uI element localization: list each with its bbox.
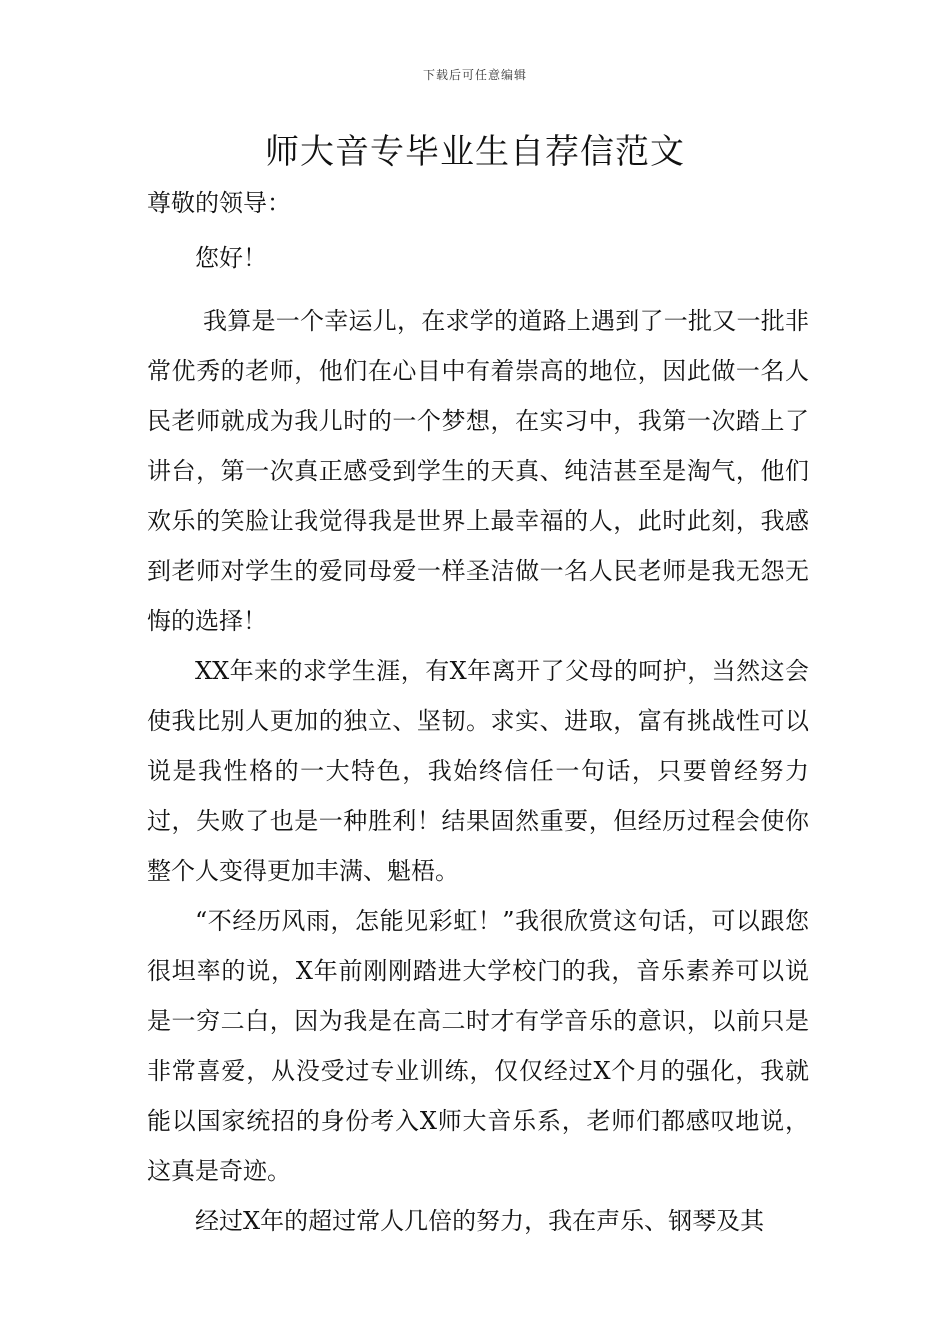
paragraph-1: 我算是一个幸运儿，在求学的道路上遇到了一批又一批非常优秀的老师，他们在心目中有着崇高的地位，因此做一名人民老师就成为我儿时的一个梦想，在实习中，我第一次踏上了讲台，第一次真正感受到学生的天真、纯洁甚至是淘气，他们欢乐的笑脸让我觉得我是世界上最幸福的人，此时此刻，我感到老师对学生的爱同母爱一样圣洁做一名人民老师是我无怨无悔的选择！: [147, 307, 809, 635]
greeting: 您好！: [195, 244, 267, 272]
letter-body: [147, 178, 809, 1246]
paragraph-2: XX年来的求学生涯，有X年离开了父母的呵护，当然这会使我比别人更加的独立、坚韧。求实、进取，富有挑战性可以说是我性格的一大特色，我始终信任一句话，只要曾经努力过，失败了也是一种胜利！结果固然重要，但经历过程会使你整个人变得更加丰满、魁梧。: [147, 657, 809, 885]
paragraph-3: “不经历风雨，怎能见彩虹！”我很欣赏这句话，可以跟您很坦率的说，X年前刚刚踏进大学校门的我，音乐素养可以说是一穷二白，因为我是在高二时才有学音乐的意识，以前只是非常喜爱，从没受过专业训练，仅仅经过X个月的强化，我就能以国家统招的身份考入X师大音乐系，老师们都感叹地说，这真是奇迹。: [147, 907, 809, 1185]
salutation: 尊敬的领导：: [147, 189, 291, 217]
header-note: 下载后可任意编辑: [422, 68, 527, 82]
document-title: 师大音专毕业生自荐信范文: [265, 132, 685, 172]
paragraph-4: 经过X年的超过常人几倍的努力，我在声乐、钢琴及其: [195, 1207, 765, 1235]
